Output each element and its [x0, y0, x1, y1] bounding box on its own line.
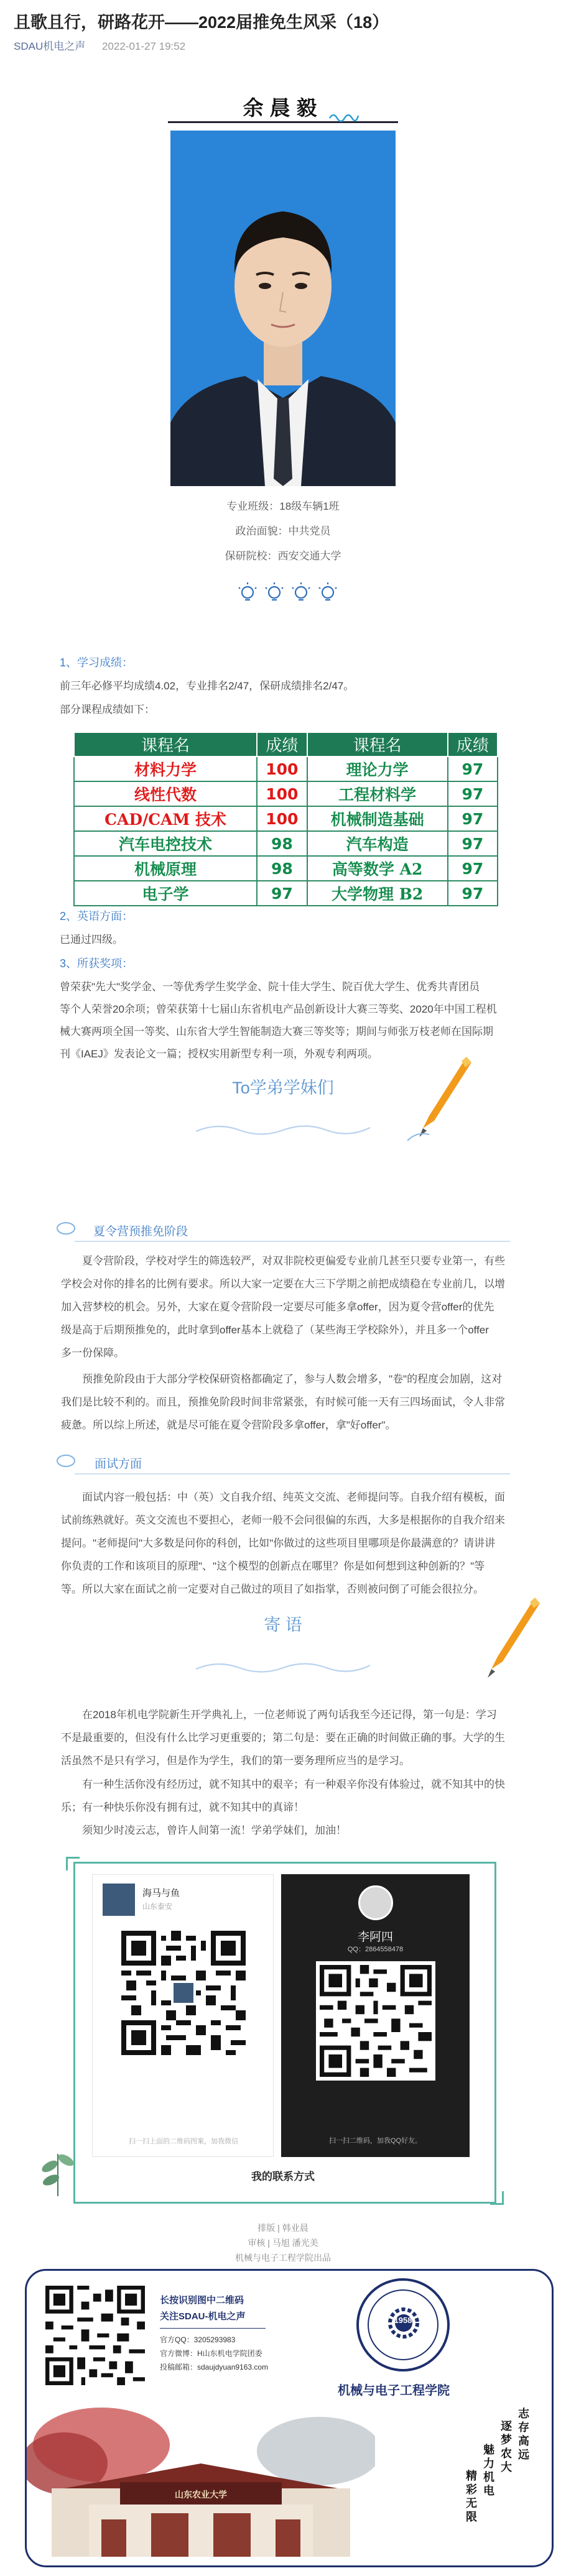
squiggle-icon — [328, 111, 360, 122]
circle-icon — [55, 1453, 80, 1468]
course-score: 100 — [257, 781, 307, 806]
credits — [0, 2220, 566, 2265]
footer-site: 官方微博：H山东机电学院团委 — [160, 2349, 262, 2358]
course-score: 97 — [448, 856, 498, 881]
text-line: 夏令营阶段，学校对学生的筛选较严，对双非院校更偏爱专业前几甚至只要专业第一，有些 — [82, 1255, 505, 1267]
slogan-4: 精彩无限 — [466, 2470, 477, 2524]
course-score: 97 — [257, 881, 307, 906]
course-name: 汽车电控技术 — [74, 831, 257, 856]
plant-icon — [36, 2129, 80, 2197]
course-name: 工程材料学 — [307, 781, 448, 806]
pen-icon — [404, 1054, 473, 1147]
awards-line: 等个人荣誉20余项；曾荣获第十七届山东省机电产品创新设计大赛三等奖、2020年中国工程机 — [60, 1003, 497, 1015]
text-line: 级是高于后期预推免的，此时拿到offer基本上就稳了（某些海王学校除外），并且多一个offer — [61, 1324, 489, 1336]
table-row — [74, 781, 498, 806]
slogan-3: 逐梦农大 — [501, 2420, 512, 2474]
text-line: 面试内容一般包括：中（英）文自我介绍、纯英文交流、老师提问等。自我介绍有模板，面 — [82, 1491, 505, 1503]
wechat-card — [92, 1874, 274, 2157]
qq-card — [281, 1874, 470, 2157]
header-course: 课程名 — [307, 732, 448, 757]
text-line: 活虽然不是只有学习，但是作为学生，我们的第一要务理所应当的是学习。 — [61, 1755, 410, 1767]
interview-p1 — [61, 1486, 521, 1601]
table-row — [74, 856, 498, 881]
campus-gate-illustration — [27, 2395, 375, 2563]
slogan-2: 魅力机电 — [483, 2444, 494, 2498]
message-p3: 须知少时凌云志，曾许人间第一流！学弟学妹们，加油！ — [82, 1824, 346, 1836]
credit-review: 审核 | 马旭 潘光美 — [248, 2238, 318, 2248]
qq-name: 李阿四 — [357, 1931, 393, 1944]
text-line: 在2018年机电学院新生开学典礼上，一位老师说了两句话我至今还记得，第一句是：学习 — [82, 1709, 497, 1721]
english-heading: 2、英语方面： — [60, 910, 134, 922]
text-line: 试前练熟就好。英文交流也不要担心，老师一般不会问很偏的东西，大多是根据你的自我介绍来 — [61, 1514, 505, 1526]
profile-name-wrap — [0, 92, 566, 121]
qr-card-area — [0, 1856, 566, 2204]
header-score: 成绩 — [257, 732, 307, 757]
footer-hint2: 关注SDAU-机电之声 — [160, 2311, 246, 2322]
wave-divider — [196, 1119, 370, 1138]
pen-icon — [473, 1594, 541, 1688]
awards-text — [60, 976, 532, 1065]
study-heading: 1、学习成绩： — [60, 656, 134, 669]
header-course: 课程名 — [74, 732, 257, 757]
table-header — [74, 732, 498, 757]
course-score: 97 — [448, 781, 498, 806]
text-line: 乐；有一种快乐你没有拥有过，就不知其中的真谛！ — [61, 1801, 304, 1813]
text-line: 提问。"老师提问"大多数是问你的科创，比如"你做过的这些项目里哪项是你最满意的？请讲讲 — [61, 1537, 496, 1549]
course-score: 97 — [448, 757, 498, 781]
profile-class: 专业班级：18级车辆1班 — [226, 500, 340, 512]
text-line: 有一种生活你没有经历过，就不知其中的艰辛；有一种艰辛你没有体验过，就不知其中的快 — [82, 1778, 505, 1790]
study-line1: 前三年必修平均成绩4.02，专业排名2/47，保研成绩排名2/47。 — [60, 680, 355, 692]
wave-divider — [196, 1657, 370, 1675]
college-seal — [356, 2278, 450, 2371]
interview-heading: 面试方面 — [95, 1458, 142, 1471]
corner-deco — [66, 1857, 80, 1870]
english-text: 已通过四级。 — [60, 934, 123, 945]
course-name: 理论力学 — [307, 757, 448, 781]
qq-caption: 扫一扫二维码，加我QQ好友。 — [328, 2137, 422, 2145]
text-line: 多一份保障。 — [61, 1347, 124, 1359]
score-table — [73, 732, 498, 906]
course-score: 100 — [257, 757, 307, 781]
course-score: 97 — [448, 881, 498, 906]
footer-card — [25, 2269, 554, 2567]
wechat-caption: 扫一扫上面的二维码图案，加我微信 — [129, 2138, 238, 2145]
summer-p2 — [61, 1368, 521, 1437]
text-line: 学校会对你的排名的比例有要求。所以大家一定要在大三下学期之前把成绩稳在专业前几，以增 — [61, 1278, 505, 1290]
circle-icon — [55, 1221, 80, 1236]
profile-name: 余晨毅 — [243, 96, 323, 120]
article-title: 且歌且行，研路花开——2022届推免生风采（18） — [14, 13, 389, 32]
contact-label: 我的联系方式 — [251, 2171, 315, 2183]
course-name: 机械制造基础 — [307, 806, 448, 831]
awards-line: 曾荣获"先大"奖学金、一等优秀学生奖学金、院十佳大学生、院百优大学生、优秀共青团员 — [60, 981, 480, 993]
course-name: 汽车构造 — [307, 831, 448, 856]
credit-layout: 排版 | 韩业晨 — [257, 2223, 309, 2233]
seal-year: 1958 — [394, 2316, 412, 2325]
course-score: 100 — [257, 806, 307, 831]
heading-underline — [75, 1471, 510, 1477]
table-row — [74, 806, 498, 831]
awards-heading: 3、所获奖项： — [60, 957, 134, 970]
avatar — [358, 1885, 393, 1920]
heading-underline — [75, 1238, 510, 1244]
course-name: CAD/CAM 技术 — [74, 806, 257, 831]
course-score: 97 — [448, 831, 498, 856]
wechat-name: 海马与鱼 — [142, 1888, 180, 1898]
message-p2 — [61, 1773, 521, 1819]
course-score: 97 — [448, 806, 498, 831]
text-line: 疲惫。所以综上所述，就是尽可能在夏令营阶段多拿offer，拿"好offer"。 — [61, 1419, 396, 1431]
wechat-location: 山东泰安 — [142, 1902, 173, 1911]
banner-message: 寄 语 — [264, 1616, 302, 1634]
awards-line: 刊《IAEJ》发表论文一篇；授权实用新型专利一项，外观专利两项。 — [60, 1048, 378, 1060]
banner-to-juniors: To学弟学妹们 — [232, 1079, 334, 1097]
table-row — [74, 831, 498, 856]
profile-school: 保研院校：西安交通大学 — [225, 550, 341, 562]
text-line: 预推免阶段由于大部分学校保研资格都确定了，参与人数会增多，"卷"的程度会加剧，这对 — [82, 1373, 503, 1385]
gate-plaque: 山东农业大学 — [175, 2490, 227, 2500]
awards-line: 械大赛两项全国一等奖、山东省大学生智能制造大赛三等奖等；期间与师张万枝老师在国际期 — [60, 1026, 493, 1037]
summer-p1 — [61, 1249, 521, 1364]
corner-deco — [490, 2191, 504, 2205]
header-score: 成绩 — [448, 732, 498, 757]
footer-hint1: 长按识别图中二维码 — [160, 2295, 244, 2306]
table-row — [74, 757, 498, 781]
text-line: 加入营梦校的机会。另外，大家在夏令营阶段一定要尽可能多拿offer，因为夏令营offer的优先 — [61, 1301, 494, 1313]
source-link[interactable]: SDAU机电之声 — [14, 40, 86, 52]
name-underline — [168, 121, 398, 123]
summer-heading: 夏令营预推免阶段 — [93, 1225, 188, 1238]
course-name: 电子学 — [74, 881, 257, 906]
footer-qr-code[interactable] — [45, 2286, 145, 2385]
text-line: 不是最重要的，但没有什么比学习更重要的；第二句是：要在正确的时间做正确的事。大学的生 — [61, 1732, 505, 1744]
slogan-1: 志存高远 — [518, 2408, 529, 2462]
course-name: 机械原理 — [74, 856, 257, 881]
course-name: 大学物理 B2 — [307, 881, 448, 906]
message-p1 — [61, 1703, 521, 1772]
credit-producer: 机械与电子工程学院出品 — [235, 2253, 331, 2263]
avatar — [103, 1884, 135, 1916]
course-name: 线性代数 — [74, 781, 257, 806]
article-meta — [14, 37, 185, 53]
course-score: 98 — [257, 831, 307, 856]
table-row — [74, 881, 498, 906]
course-name: 高等数学 A2 — [307, 856, 448, 881]
study-line2: 部分课程成绩如下： — [60, 704, 155, 715]
profile-photo — [170, 131, 396, 486]
course-score: 98 — [257, 856, 307, 881]
footer-qq: 官方QQ：3205293983 — [160, 2335, 236, 2344]
course-name: 材料力学 — [74, 757, 257, 781]
footer-email: 投稿邮箱：sdaujdyuan9163.com — [160, 2363, 269, 2371]
wechat-qr-code[interactable] — [121, 1931, 246, 2055]
bulb-icon — [235, 581, 341, 606]
qq-qr-code[interactable] — [316, 1961, 435, 2081]
profile-politics: 政治面貌：中共党员 — [235, 525, 331, 537]
text-line: 你负责的工作和该项目的原理"、"这个模型的创新点在哪里？你是如何想到这种创新的？"等 — [61, 1560, 485, 1572]
text-line: 等。所以大家在面试之前一定要对自己做过的项目了如指掌，否则被问倒了可能会很拉分。 — [61, 1583, 484, 1595]
college-name: 机械与电子工程学院 — [338, 2383, 450, 2398]
text-line: 我们是比较不利的。而且，预推免阶段时间非常紧张，有时候可能一天有三四场面试，令人非常 — [61, 1396, 505, 1408]
publish-time: 2022-01-27 19:52 — [101, 40, 186, 52]
footer-divider — [160, 2328, 266, 2329]
qq-number: QQ：2864558478 — [347, 1946, 404, 1953]
